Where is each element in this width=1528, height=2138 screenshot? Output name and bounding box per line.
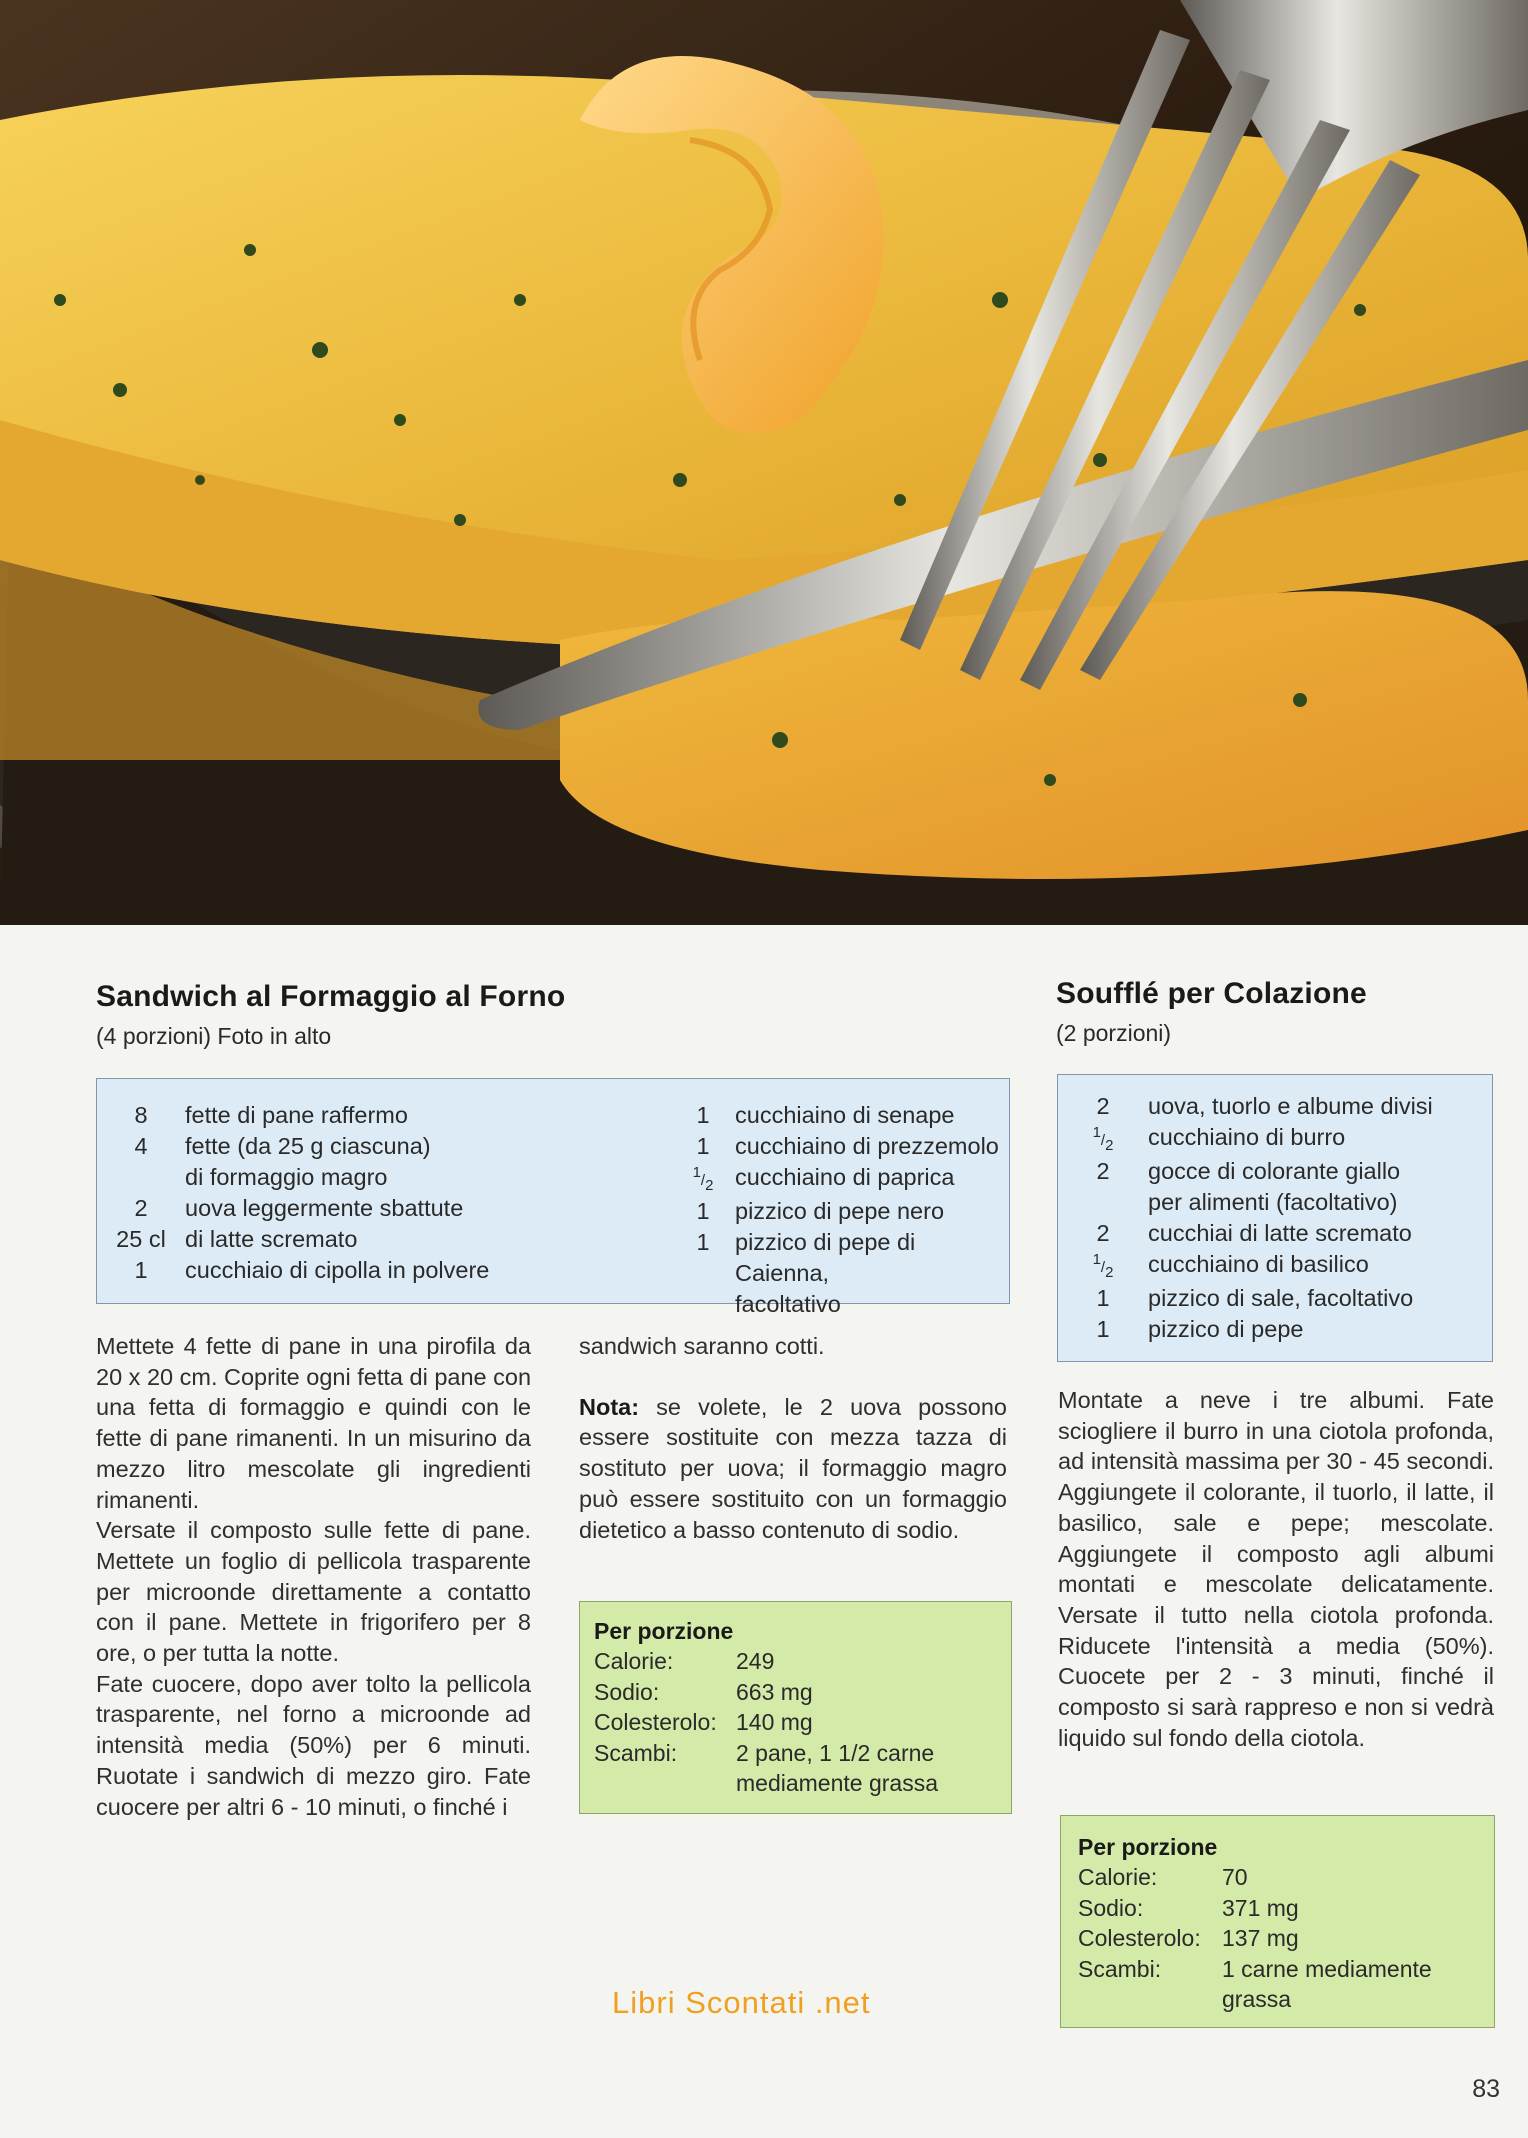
ingredient-qty: 2 [1096, 1093, 1110, 1119]
ingredient-row [1058, 1249, 1488, 1283]
page-number: 83 [1472, 2075, 1500, 2103]
nutrition-label: Sodio: [1078, 1894, 1144, 1921]
note-text: se volete, le 2 uova possono essere sostituite con mezza tazza di sostituto per uova; il formaggio magro può essere sostituito con un formaggio dietetico a basso contenuto di sodio. [579, 1393, 1007, 1543]
ingredient-row [1058, 1314, 1488, 1345]
ingredient-row [97, 1162, 577, 1193]
ingredient-text: facoltativo [735, 1291, 841, 1317]
ingredient-qty [97, 1162, 185, 1193]
nutrition-row [1078, 1923, 1494, 1954]
nutrition-label: Scambi: [594, 1739, 678, 1766]
ingredient-row [97, 1224, 577, 1255]
ingredient-qty [671, 1289, 735, 1320]
nutrition-heading: Per porzione [594, 1618, 734, 1644]
recipe2-method [1058, 1385, 1494, 1753]
nutrition-row [594, 1677, 1011, 1708]
recipe2-nutrition-box [1060, 1815, 1495, 2028]
ingredient-text: di latte scremato [185, 1226, 358, 1252]
ingredient-text: cucchiaino di burro [1148, 1124, 1346, 1150]
ingredient-row [97, 1131, 577, 1162]
method-paragraph: Mettete 4 fette di pane in una pirofila da 20 x 20 cm. Coprite ogni fetta di pane con una fetta di formaggio e quindi con le fette di pane rimanenti. In un misurino da mezzo litro mescolate gli ingredienti rimanenti. [96, 1333, 532, 1513]
nutrition-label: Sodio: [594, 1678, 660, 1705]
nutrition-value: 663 mg [736, 1678, 813, 1705]
recipe1-method-column2 [579, 1331, 1007, 1545]
nutrition-value: 2 pane, 1 1/2 carne mediamente grassa [736, 1739, 938, 1796]
nutrition-label: Colesterolo: [1078, 1925, 1201, 1951]
note-paragraph [579, 1392, 1007, 1546]
recipe1-subtitle: (4 porzioni) Foto in alto [96, 1023, 332, 1049]
ingredient-row [1058, 1218, 1488, 1249]
ingredient-row [671, 1162, 1007, 1196]
ingredient-text: fette di pane raffermo [185, 1102, 408, 1128]
ingredient-text: pizzico di pepe nero [735, 1198, 945, 1224]
ingredient-row [671, 1100, 1007, 1131]
ingredient-text: cucchiaino di basilico [1148, 1251, 1369, 1277]
ingredient-qty: 1/2 [692, 1164, 714, 1194]
ingredient-qty: 25 cl [116, 1226, 166, 1252]
nutrition-value: 249 [736, 1648, 775, 1674]
ingredient-text: cucchiaino di senape [735, 1102, 955, 1128]
nutrition-value: 371 mg [1222, 1894, 1299, 1921]
ingredient-row [671, 1196, 1007, 1227]
ingredient-text: fette (da 25 g ciascuna) [185, 1133, 431, 1159]
ingredient-row [1058, 1156, 1488, 1187]
ingredient-qty: 8 [134, 1102, 148, 1128]
ingredient-text: uova leggermente sbattute [185, 1195, 464, 1221]
ingredient-qty: 2 [134, 1195, 148, 1221]
nutrition-row [594, 1707, 1011, 1738]
nutrition-value: 70 [1222, 1864, 1248, 1890]
ingredient-row [671, 1227, 1007, 1289]
recipe1-method-column1 [96, 1331, 531, 1822]
ingredient-row [1058, 1283, 1488, 1314]
nutrition-value: 140 mg [736, 1709, 813, 1735]
ingredient-row [97, 1100, 577, 1131]
recipe1-title: Sandwich al Formaggio al Forno [96, 980, 566, 1013]
ingredient-row [671, 1131, 1007, 1162]
ingredient-text: per alimenti (facoltativo) [1148, 1189, 1398, 1215]
method-paragraph: sandwich saranno cotti. [579, 1333, 825, 1359]
note-label: Nota: [579, 1393, 640, 1420]
recipe1-ingredients-left [97, 1100, 577, 1286]
ingredient-text: pizzico di pepe [1148, 1316, 1304, 1342]
ingredient-qty: 1/2 [1092, 1124, 1114, 1154]
ingredient-qty: 1 [1096, 1316, 1110, 1342]
recipe2-title: Soufflé per Colazione [1056, 977, 1367, 1010]
ingredient-text: pizzico di sale, facoltativo [1148, 1285, 1414, 1311]
nutrition-row [1078, 1954, 1494, 2015]
ingredient-text: gocce di colorante giallo [1148, 1158, 1401, 1184]
ingredient-qty: 1 [696, 1102, 710, 1128]
recipe2-ingredients-list [1058, 1091, 1488, 1345]
ingredient-text: uova, tuorlo e albume divisi [1148, 1093, 1433, 1119]
nutrition-value: 1 carne mediamente grassa [1222, 1955, 1432, 2012]
recipe1-nutrition-box [579, 1601, 1012, 1814]
ingredient-row [97, 1255, 577, 1286]
cheese-sandwich-photo [0, 0, 1528, 925]
nutrition-row [594, 1738, 1011, 1799]
nutrition-label: Calorie: [594, 1648, 674, 1674]
ingredient-text: pizzico di pepe di Caienna, [735, 1229, 916, 1286]
ingredient-row [97, 1193, 577, 1224]
ingredient-qty: 1 [134, 1257, 148, 1283]
ingredient-qty [1058, 1187, 1148, 1218]
method-paragraph: Versate il composto sulle fette di pane. Mettete un foglio di pellicola trasparente per microonde direttamente a contatto con il pane. Mettete in frigorifero per 8 ore, o per tutta la notte. [96, 1517, 531, 1667]
ingredient-qty: 1 [696, 1133, 710, 1159]
nutrition-label: Calorie: [1078, 1864, 1158, 1890]
nutrition-label: Scambi: [1078, 1955, 1162, 1982]
ingredient-text: cucchiai di latte scremato [1148, 1220, 1412, 1246]
ingredient-row [1058, 1187, 1488, 1218]
watermark-text: Libri Scontati .net [612, 1985, 871, 2020]
recipe1-ingredients-box [96, 1078, 1010, 1317]
ingredient-qty: 4 [134, 1133, 148, 1159]
ingredient-qty: 1 [1096, 1285, 1110, 1311]
ingredient-row [1058, 1091, 1488, 1122]
ingredient-row [1058, 1122, 1488, 1156]
recipe2-ingredients-box [1057, 1074, 1493, 1362]
nutrition-row [1078, 1893, 1494, 1924]
nutrition-label: Colesterolo: [594, 1709, 717, 1735]
ingredient-qty: 1/2 [1092, 1251, 1114, 1281]
recipe1-ingredients-right [671, 1100, 1007, 1320]
ingredient-qty: 1 [696, 1198, 710, 1224]
nutrition-row [594, 1646, 1011, 1677]
method-paragraph: Montate a neve i tre albumi. Fate sciogliere il burro in una ciotola profonda, ad intensità massima per 30 - 45 secondi. Aggiungete il colorante, il tuorlo, il latte, il basilico, sale e pepe; mescolate. Aggiungete il composto agli albumi montati e mescolate delicatamente. Versate il tutto nella ciotola profonda. Riducete l'intensità a media (50%). Cuocete per 2 - 3 minuti, finché il composto si sarà rappreso e non si vedrà liquido sul fondo della ciotola. [1058, 1387, 1494, 1751]
ingredient-qty: 2 [1096, 1158, 1110, 1184]
ingredient-text: di formaggio magro [185, 1164, 388, 1190]
recipe-photo [0, 0, 1528, 925]
ingredient-text: cucchiaino di prezzemolo [735, 1133, 999, 1159]
nutrition-value: 137 mg [1222, 1925, 1299, 1951]
ingredient-text: cucchiaio di cipolla in polvere [185, 1257, 490, 1283]
nutrition-heading: Per porzione [1078, 1834, 1218, 1860]
ingredient-text: cucchiaino di paprica [735, 1164, 955, 1190]
ingredient-qty: 2 [1096, 1220, 1110, 1246]
nutrition-row [1078, 1862, 1494, 1893]
ingredient-row [671, 1289, 1007, 1320]
recipe2-subtitle: (2 porzioni) [1056, 1020, 1172, 1046]
ingredient-qty: 1 [696, 1229, 710, 1255]
method-paragraph: Fate cuocere, dopo aver tolto la pellicola trasparente, nel forno a microonde ad intensità media (50%) per 6 minuti. Ruotate i sandwich di mezzo giro. Fate cuocere per altri 6 - 10 minuti, o finché i [96, 1670, 531, 1820]
